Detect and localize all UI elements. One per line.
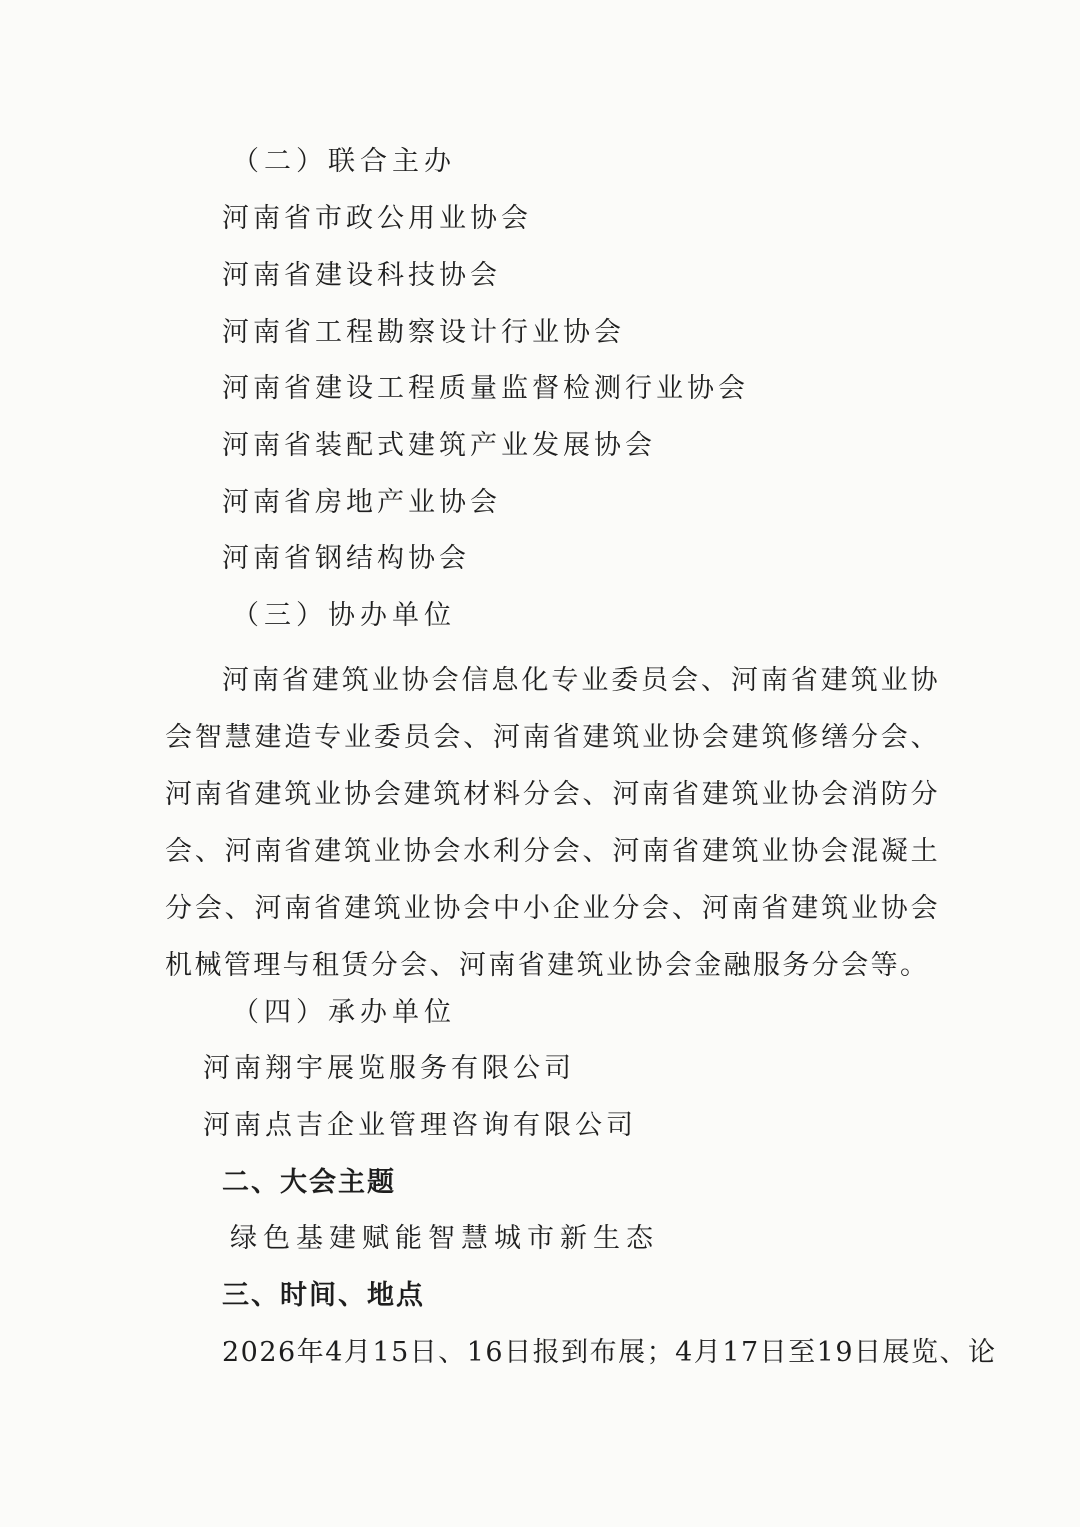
joint-organizer-item: 河南省工程勘察设计行业协会 <box>222 317 625 348</box>
joint-organizer-item: 河南省房地产业协会 <box>222 487 501 518</box>
section-undertakers-title: （四）承办单位 <box>232 997 456 1028</box>
theme-text: 绿色基建赋能智慧城市新生态 <box>230 1223 659 1254</box>
co-organizers-paragraph: 河南省建筑业协会信息化专业委员会、河南省建筑业协会智慧建造专业委员会、河南省建筑业协会建筑修缮分会、河南省建筑业协会建筑材料分会、河南省建筑业协会消防分会、河南省建筑业协会水利分会、河南省建筑业协会混凝土分会、河南省建筑业协会中小企业分会、河南省建筑业协会机械管理与租赁分会、河南省建筑业协会金融服务分会等。 <box>165 665 940 981</box>
section-joint-organizers-title: （二）联合主办 <box>232 146 456 177</box>
undertaker-item: 河南点吉企业管理咨询有限公司 <box>203 1110 637 1141</box>
section-time-place-heading: 三、时间、地点 <box>222 1280 425 1311</box>
joint-organizer-item: 河南省市政公用业协会 <box>222 203 532 234</box>
joint-organizer-item: 河南省装配式建筑产业发展协会 <box>222 430 656 461</box>
section-theme-heading: 二、大会主题 <box>222 1167 396 1198</box>
undertaker-item: 河南翔宇展览服务有限公司 <box>203 1053 575 1084</box>
time-place-text: 2026年4月15日、16日报到布展；4月17日至19日展览、论 <box>222 1337 997 1368</box>
joint-organizer-item: 河南省建设科技协会 <box>222 260 501 291</box>
section-co-organizers-title: （三）协办单位 <box>232 600 456 631</box>
joint-organizer-item: 河南省钢结构协会 <box>222 543 470 574</box>
joint-organizer-item: 河南省建设工程质量监督检测行业协会 <box>222 373 749 404</box>
